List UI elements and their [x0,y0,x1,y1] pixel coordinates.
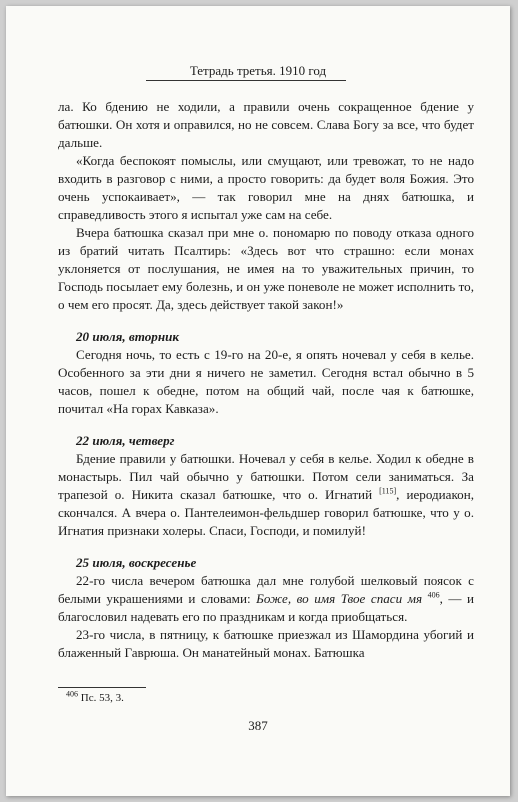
book-page [6,6,510,796]
running-header: Тетрадь третья. 1910 год [189,63,327,78]
note-reference: [115] [379,486,397,496]
paragraph-text: , иеродиакон, скончался. А вчера о. Пантелеимон-фельдшер говорил батюшке, что у о. Игнатия признаки холеры. Спаси, Господи, и помилуй! [58,487,475,538]
paragraph-text: Бдение правили у батюшки. Ночевал у себя в келье. Ходил к обедне в монастырь. Пил чай обычно у батюшки. Потом сели заниматься. За трапезой о. Никита сказал батюшке, что о. Игнатий [58,451,474,502]
footnote [66,689,124,704]
entry-heading: 25 июля, воскресенье [76,555,197,570]
footnote-number: 406 [66,689,78,699]
paragraph: 23-го числа, в пятницу, к батюшке приезжал из Шамордина убогий и блаженный Гаврюша. Он манатейный монах. Батюшка [58,627,474,660]
paragraph-text: 22-го числа вечером батюшка дал мне голубой шелковый поясок с белыми украшениями и словами: [58,573,474,606]
body-text [58,98,474,662]
paragraph: «Когда беспокоят помыслы, или смущают, или тревожат, то не надо входить в разговор с ними, а просто говорить: да будет воля Божия. Это очень успокаивает», — так говорил мне на днях батюшка, и справедливость этого я испытал уже сам на себе. [58,153,474,222]
footnote-rule [58,687,146,688]
paragraph [58,572,474,626]
header-rule [146,80,346,81]
paragraph: Вчера батюшка сказал при мне о. пономарю по поводу отказа одного из братий читать Псалтирь: «Здесь вот что страшно: если монах уклоняется от послушания, не имея на то уважительных причин, то Господь посылает ему болезнь, и он уже поневоле не может исполнить то, о чем его просят. Да, здесь действует такой закон!» [58,225,474,312]
entry-heading: 22 июля, четверг [76,433,175,448]
paragraph: Сегодня ночь, то есть с 19-го на 20-е, я опять ночевал у себя в келье. Особенного за эти дни я ничего не заметил. Сегодня встал обычно в 5 часов, пошел к обедне, потом на общий чай, после чая к батюшке, почитал «На горах Кавказа». [58,347,474,416]
page-number: 387 [248,718,268,733]
paragraph: ла. Ко бдению не ходили, а правили очень сокращенное бдение у батюшки. Он хотя и оправился, но не совсем. Слава Богу за все, что будет дальше. [58,99,474,150]
footnote-reference: 406 [427,590,440,600]
paragraph-text: , — и благословил надевать его по праздникам и когда приобщаться. [58,591,474,624]
scripture-quote: Боже, во имя Твое спаси мя [256,591,423,606]
entry-heading: 20 июля, вторник [76,329,180,344]
footnote-text: Пс. 53, 3. [80,692,124,704]
paragraph [58,450,474,540]
